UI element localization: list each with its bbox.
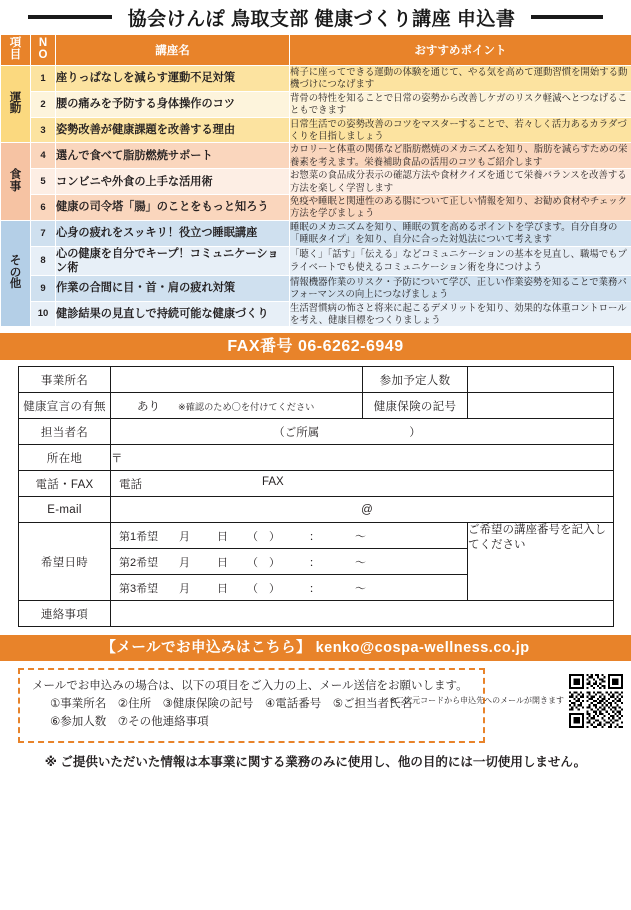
table-row <box>1 117 631 143</box>
course-point: 睡眠のメカニズムを知り、睡眠の質を高めるポイントを学びます。自分自身の「睡眠タイプ」を知り、自分に合った対処法について考えます <box>290 220 631 246</box>
course-name: 座りっぱなしを減らす運動不足対策 <box>56 66 290 92</box>
course-point: 背骨の特性を知ることで日常の姿勢から改善しケガのリスク軽減へとつなげることもできます <box>290 91 631 117</box>
table-row <box>1 91 631 117</box>
label-address: 所在地 <box>19 445 111 471</box>
category-char: 食 <box>9 168 22 181</box>
category-char: の <box>9 266 22 279</box>
category-cell-shokuji <box>1 143 31 220</box>
course-table <box>0 34 631 327</box>
preferred-1-weekday-paren: （ ） <box>247 530 280 543</box>
fax-label: FAX <box>262 475 284 488</box>
label-participant-count: 参加予定人数 <box>363 367 468 393</box>
table-row <box>1 169 631 195</box>
form-row-address <box>19 445 614 471</box>
course-point: 「聴く」「話す」「伝える」などコミュニケーションの基本を見直し、職場でもプライベートでも使えるコミュニケーション術を身につけよう <box>290 246 631 275</box>
category-char: 他 <box>9 278 22 291</box>
preferred-1-colon: ： <box>309 530 320 543</box>
application-form-table <box>18 366 614 627</box>
postal-mark-icon: 〒 <box>111 452 123 465</box>
preferred-3-rank: 第3希望 <box>119 582 159 595</box>
category-char: 運 <box>9 91 22 104</box>
course-name: 腰の痛みを予防する身体操作のコツ <box>56 91 290 117</box>
course-name: コンビニや外食の上手な活用術 <box>56 169 290 195</box>
course-name: 心身の疲れをスッキリ！役立つ睡眠講座 <box>56 220 290 246</box>
tel-label: 電話 <box>119 478 142 491</box>
course-point: 生活習慣病の怖さと将来に起こるデメリットを知り、効果的な体重コントロールを考え、健康目標をつくりましょう <box>290 301 631 327</box>
no-header-char-1: N <box>38 37 48 50</box>
mail-instructions-line-2: ①事業所名 ②住所 ③健康保険の記号 ④電話番号 ⑤ご担当者氏名 <box>50 698 413 711</box>
preferred-3-weekday-paren: （ ） <box>247 582 280 595</box>
preferred-2-day: 日 <box>217 556 228 569</box>
preferred-1-tilde: ～ <box>355 530 366 543</box>
course-no: 2 <box>31 91 56 117</box>
preferred-3-tilde: ～ <box>355 582 366 595</box>
preferred-3-day: 日 <box>217 582 228 595</box>
course-no: 3 <box>31 117 56 143</box>
preferred-1-rank: 第1希望 <box>119 530 159 543</box>
input-health-declaration[interactable] <box>111 393 363 419</box>
course-no: 10 <box>31 301 56 327</box>
preferred-2-month: 月 <box>179 556 190 569</box>
category-cell-undou <box>1 66 31 143</box>
preferred-2-tilde: ～ <box>355 556 366 569</box>
affiliation-open-paren: （ご所属 <box>273 426 320 439</box>
preferred-2-rank: 第2希望 <box>119 556 159 569</box>
course-table-header-row <box>1 35 631 66</box>
title-rule-right <box>531 15 603 19</box>
category-char: 事 <box>9 180 22 193</box>
category-char: そ <box>9 255 22 268</box>
category-header-char-1: 項 <box>9 37 22 50</box>
no-header-char-2: O <box>38 49 48 61</box>
course-no: 7 <box>31 220 56 246</box>
affiliation-close-paren: ） <box>409 426 421 439</box>
table-row <box>1 66 631 92</box>
course-point: お惣菜の食品成分表示の確認方法や食材クイズを通じて栄養バランスを改善する方法を楽しく学習します <box>290 169 631 195</box>
table-row <box>1 275 631 301</box>
email-at-sign: @ <box>361 503 373 516</box>
form-row-remarks <box>19 601 614 627</box>
input-preferred-2[interactable] <box>111 549 468 575</box>
course-name: 姿勢改善が健康課題を改善する理由 <box>56 117 290 143</box>
preferred-2-colon: ： <box>309 556 320 569</box>
input-insurance-symbol[interactable] <box>468 393 614 419</box>
course-name: 作業の合間に目・首・肩の疲れ対策 <box>56 275 290 301</box>
table-row <box>1 143 631 169</box>
preferred-3-colon: ： <box>309 582 320 595</box>
course-no: 9 <box>31 275 56 301</box>
bottom-notes-area <box>0 668 631 769</box>
label-contact-person: 担当者名 <box>19 419 111 445</box>
course-point: 免疫や睡眠と関連性のある腸について正しい情報を知り、お勧め食材やチェック方法を学びましょう <box>290 195 631 221</box>
input-tel-fax[interactable] <box>111 471 614 497</box>
qr-code-caption: ※二次元コードから申込先へのメールが開きます <box>389 695 564 705</box>
privacy-notice: ※ ご提供いただいた情報は本事業に関する業務のみに使用し、他の目的には一切使用しません。 <box>44 754 587 769</box>
form-row-office <box>19 367 614 393</box>
mail-instructions-line-1: メールでお申込みの場合は、以下の項目をご入力の上、メール送信をお願いします。 <box>32 680 468 693</box>
preferred-course-number-note: ご希望の講座番号を記入してください <box>468 523 614 601</box>
health-declaration-yes[interactable]: あり <box>137 400 160 413</box>
fax-number-band: FAX番号 06-6262-6949 <box>0 333 631 360</box>
course-point: カロリーと体重の関係など脂肪燃焼のメカニズムを知り、脂肪を減らすための栄養素を考えます。栄養補助食品の活用のコツもご紹介します <box>290 143 631 169</box>
course-name: 選んで食べて脂肪燃焼サポート <box>56 143 290 169</box>
category-char: 動 <box>9 103 22 116</box>
column-header-course-name: 講座名 <box>56 35 290 66</box>
input-preferred-1[interactable] <box>111 523 468 549</box>
form-row-preferred-1 <box>19 523 614 549</box>
qr-code-icon[interactable] <box>569 674 623 728</box>
page-title: 協会けんぽ 鳥取支部 健康づくり講座 申込書 <box>127 8 516 30</box>
label-office-name: 事業所名 <box>19 367 111 393</box>
category-cell-sonota <box>1 220 31 326</box>
column-header-category <box>1 35 31 66</box>
label-email: E-mail <box>19 497 111 523</box>
label-remarks: 連絡事項 <box>19 601 111 627</box>
course-point: 日常生活での姿勢改善のコツをマスターすることで、若々しく活力あるカラダづくりを目指しましょう <box>290 117 631 143</box>
course-name: 健診結果の見直しで持続可能な健康づくり <box>56 301 290 327</box>
form-row-health-declaration <box>19 393 614 419</box>
label-insurance-symbol: 健康保険の記号 <box>363 393 468 419</box>
label-preferred-datetime: 希望日時 <box>19 523 111 601</box>
preferred-1-day: 日 <box>217 530 228 543</box>
category-header-char-2: 目 <box>9 49 22 61</box>
course-no: 4 <box>31 143 56 169</box>
input-contact-person[interactable] <box>111 419 614 445</box>
page-title-bar <box>0 0 631 34</box>
title-rule-left <box>28 15 112 19</box>
form-row-email <box>19 497 614 523</box>
course-no: 5 <box>31 169 56 195</box>
table-row <box>1 246 631 275</box>
course-no: 8 <box>31 246 56 275</box>
preferred-3-month: 月 <box>179 582 190 595</box>
mail-instructions-line-3: ⑥参加人数 ⑦その他連絡事項 <box>50 715 209 728</box>
course-name: 心の健康を自分でキープ！コミュニケーション術 <box>56 246 290 275</box>
health-declaration-note: ※確認のため〇を付けてください <box>178 401 315 412</box>
preferred-2-weekday-paren: （ ） <box>247 556 280 569</box>
input-office-name[interactable] <box>111 367 363 393</box>
course-no: 6 <box>31 195 56 221</box>
input-email[interactable] <box>111 497 614 523</box>
mail-application-band: 【メールでお申込みはこちら】 kenko@cospa-wellness.co.jp <box>0 635 631 661</box>
qr-code-block[interactable] <box>389 674 623 728</box>
table-row <box>1 195 631 221</box>
course-no: 1 <box>31 66 56 92</box>
preferred-1-month: 月 <box>179 530 190 543</box>
table-row <box>1 301 631 327</box>
column-header-recommend-point: おすすめポイント <box>290 35 631 66</box>
table-row <box>1 220 631 246</box>
input-remarks[interactable] <box>111 601 614 627</box>
label-health-declaration: 健康宣言の有無 <box>19 393 111 419</box>
form-row-tel-fax <box>19 471 614 497</box>
course-name: 健康の司令塔「腸」のことをもっと知ろう <box>56 195 290 221</box>
input-preferred-3[interactable] <box>111 575 468 601</box>
input-participant-count[interactable] <box>468 367 614 393</box>
course-point: 情報機器作業のリスク・予防について学び、正しい作業姿勢を知ることで業務パフォーマンスの向上につなげましょう <box>290 275 631 301</box>
input-address[interactable] <box>111 445 614 471</box>
form-row-contact-person <box>19 419 614 445</box>
column-header-no <box>31 35 56 66</box>
label-tel-fax: 電話・FAX <box>19 471 111 497</box>
course-point: 椅子に座ってできる運動の体験を通じて、やる気を高めて運動習慣を開始する動機づけにつなげます <box>290 66 631 92</box>
